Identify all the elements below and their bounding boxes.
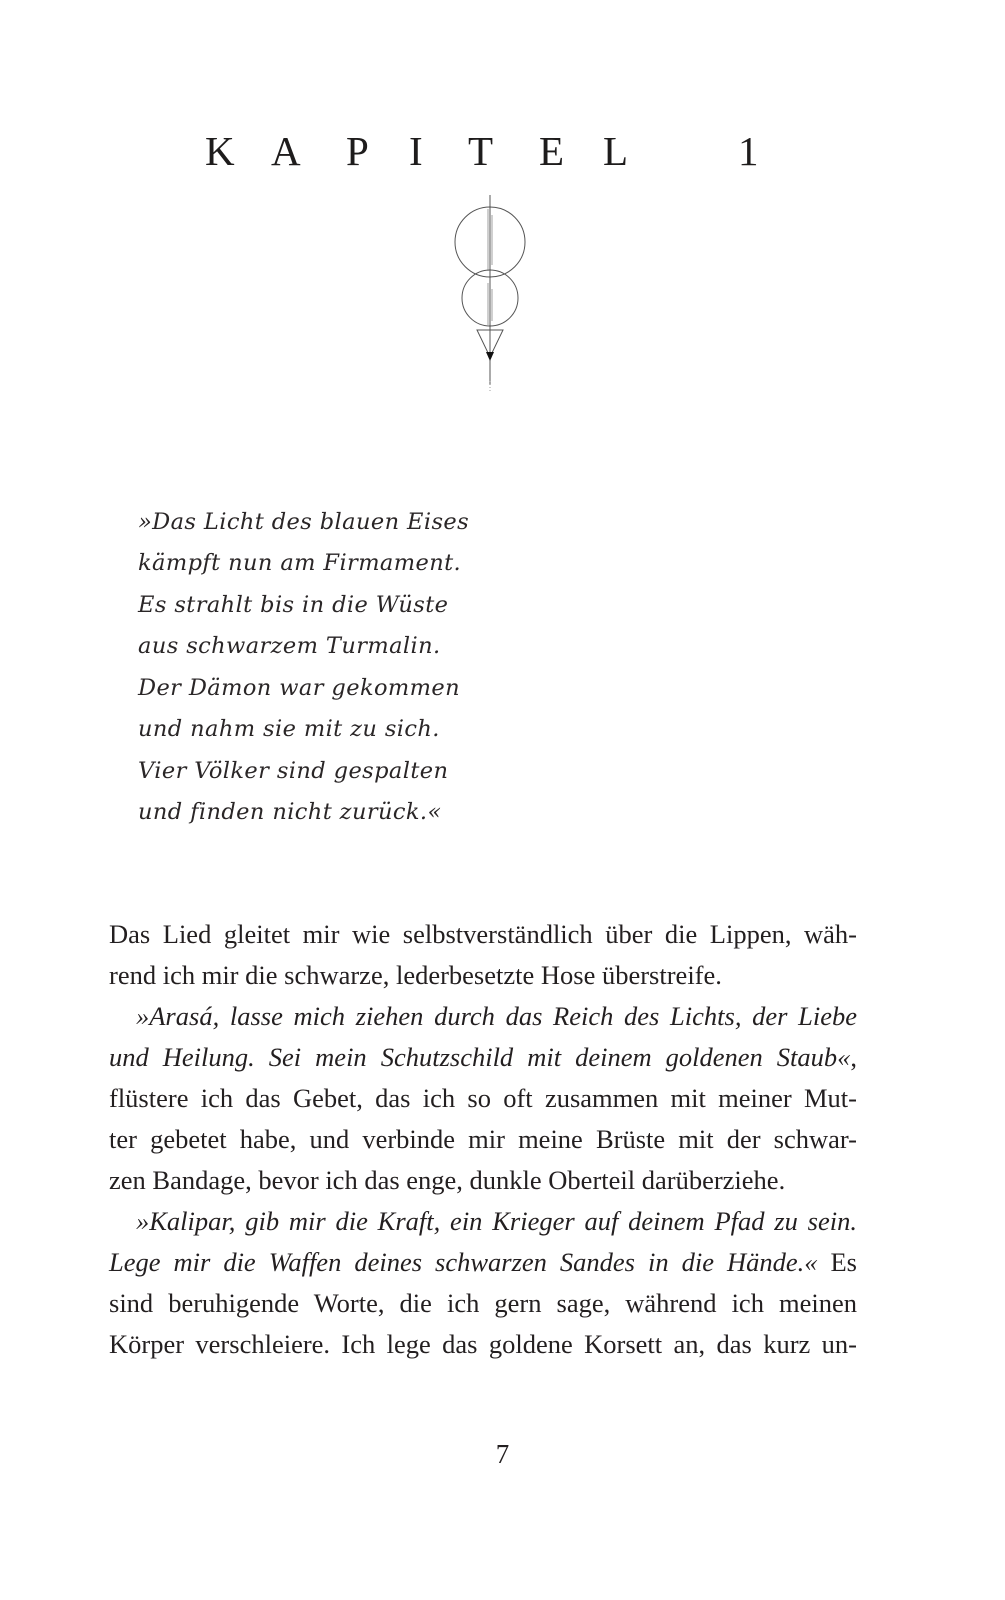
poem-line: Es strahlt bis in die Wüste <box>138 592 449 618</box>
body-line-rest: Es <box>817 1247 857 1277</box>
poem-line: Vier Völker sind gespalten <box>138 758 449 784</box>
body-line <box>109 1242 857 1283</box>
chapter-letter: A <box>271 128 301 174</box>
body-line-italic: Lege mir die Waffen deines schwarzen Sandes in die Hände.« <box>109 1247 818 1277</box>
chapter-letter: E <box>539 128 565 174</box>
body-line: flüstere ich das Gebet, das ich so oft zusammen mit meiner Mut- <box>109 1083 857 1113</box>
body-line-italic: und Heilung. Sei mein Schutzschild mit deinem goldenen Staub« <box>109 1042 851 1072</box>
poem-line: »Das Licht des blauen Eises <box>138 509 470 535</box>
chapter-ornament-icon <box>450 195 530 395</box>
poem-line: aus schwarzem Turmalin. <box>138 633 441 659</box>
body-line: rend ich mir die schwarze, lederbesetzte Hose überstreife. <box>109 960 722 990</box>
body-line: sind beruhigende Worte, die ich gern sage, während ich meinen <box>109 1288 857 1318</box>
body-line <box>109 1037 857 1078</box>
chapter-letter: T <box>468 128 494 174</box>
poem-line: und finden nicht zurück.« <box>138 799 442 825</box>
body-line: ter gebetet habe, und verbinde mir meine Brüste mit der schwar- <box>109 1124 857 1154</box>
chapter-heading <box>205 126 765 176</box>
poem-line: und nahm sie mit zu sich. <box>138 716 440 742</box>
page-number: 7 <box>495 1439 510 1469</box>
body-line: Körper verschleiere. Ich lege das goldene Korsett an, das kurz un- <box>109 1329 857 1359</box>
body-line: Das Lied gleitet mir wie selbstverständlich über die Lippen, wäh- <box>109 919 857 949</box>
body-line: »Arasá, lasse mich ziehen durch das Reich des Lichts, der Liebe <box>136 1001 857 1031</box>
chapter-letter: I <box>409 128 423 174</box>
chapter-number: 1 <box>738 128 759 174</box>
chapter-letter: K <box>205 128 235 174</box>
poem-line: Der Dämon war gekommen <box>138 675 460 701</box>
chapter-letter: L <box>603 128 629 174</box>
body-line: zen Bandage, bevor ich das enge, dunkle Oberteil darüberziehe. <box>109 1165 786 1195</box>
body-line-rest: , <box>850 1042 857 1072</box>
body-line: »Kalipar, gib mir die Kraft, ein Krieger auf deinem Pfad zu sein. <box>136 1206 857 1236</box>
chapter-letter: P <box>346 128 369 174</box>
poem-line: kämpft nun am Firmament. <box>138 550 462 576</box>
